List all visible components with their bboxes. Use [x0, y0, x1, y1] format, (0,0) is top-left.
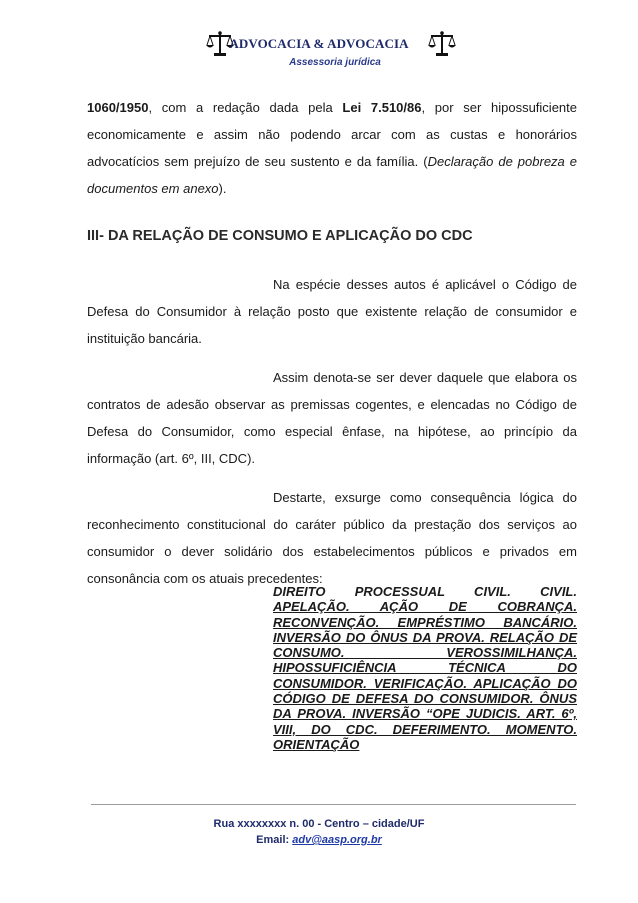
text-run: Destarte, exsurge como consequência lógica do reconhecimento constitucional do caráter público da prestação dos serviços ao consumidor o dever solidário dos estabelecimentos públicos e privados em consonância com os atuais precedentes:	[87, 490, 577, 586]
quote-underlined: APELAÇÃO. AÇÃO DE COBRANÇA. RECONVENÇÃO. EMPRÉSTIMO BANCÁRIO. INVERSÃO DO ÔNUS DA PROVA. RELAÇÃO DE CONSUMO. VEROSSIMILHANÇA. HIPOSSUFICIÊNCIA TÉCNICA DO CONSUMIDOR. VERIFICAÇÃO. APLICAÇÃO DO CÓDIGO DE DEFESA DO CONSUMIDOR. ÔNUS DA PROVA. INVERSÃO “OPE JUDICIS. ART. 6º, VIII, DO CDC. DEFERIMENTO. MOMENTO. ORIENTAÇÃO	[273, 599, 577, 752]
email-label: Email:	[256, 834, 293, 846]
paragraph-cdc-applicable	[87, 271, 577, 352]
italic-note: Declaração de pobreza e documentos em anexo	[87, 154, 578, 196]
paragraph-precedents	[87, 484, 577, 592]
letterhead	[0, 28, 638, 78]
text-run: Assim denota-se ser dever daquele que elabora os contratos de adesão observar as premissas cogentes, e elencadas no Código de Defesa do Consumidor, como especial ênfase, na hipótese, ao princípio da informação (art. 6º, III, CDC).	[87, 370, 577, 466]
law-reference: Lei 7.510/86	[342, 100, 422, 115]
section-heading: III- DA RELAÇÃO DE CONSUMO E APLICAÇÃO DO CDC	[87, 228, 473, 244]
footer-divider	[91, 804, 576, 805]
text-run: ).	[218, 181, 227, 196]
jurisprudence-quote	[273, 584, 577, 752]
text-run: , por ser hipossuficiente economicamente e assim não podendo arcar com as custas e honorários advocatícios sem prejuízo de seu sustento e da família. (	[87, 100, 577, 169]
paragraph-adhesion-contracts	[87, 364, 577, 472]
quote-plain: DIREITO PROCESSUAL CIVIL. CIVIL.	[273, 584, 577, 599]
email-link[interactable]: adv@aasp.org.br	[292, 834, 382, 846]
text-run: Na espécie desses autos é aplicável o Código de Defesa do Consumidor à relação posto que existente relação de consumidor e instituição bancária.	[87, 277, 577, 346]
law-reference: 1060/1950	[87, 100, 149, 115]
firm-name: ADVOCACIA & ADVOCACIA	[229, 36, 409, 51]
firm-tagline: Assessoria jurídica	[289, 57, 381, 68]
scales-of-justice-icon	[427, 30, 457, 58]
footer-email-line	[0, 834, 638, 846]
text-run: , com a redação dada pela	[148, 100, 343, 115]
paragraph-legal-aid	[87, 94, 577, 202]
footer-address: Rua xxxxxxxx n. 00 - Centro – cidade/UF	[213, 818, 425, 830]
